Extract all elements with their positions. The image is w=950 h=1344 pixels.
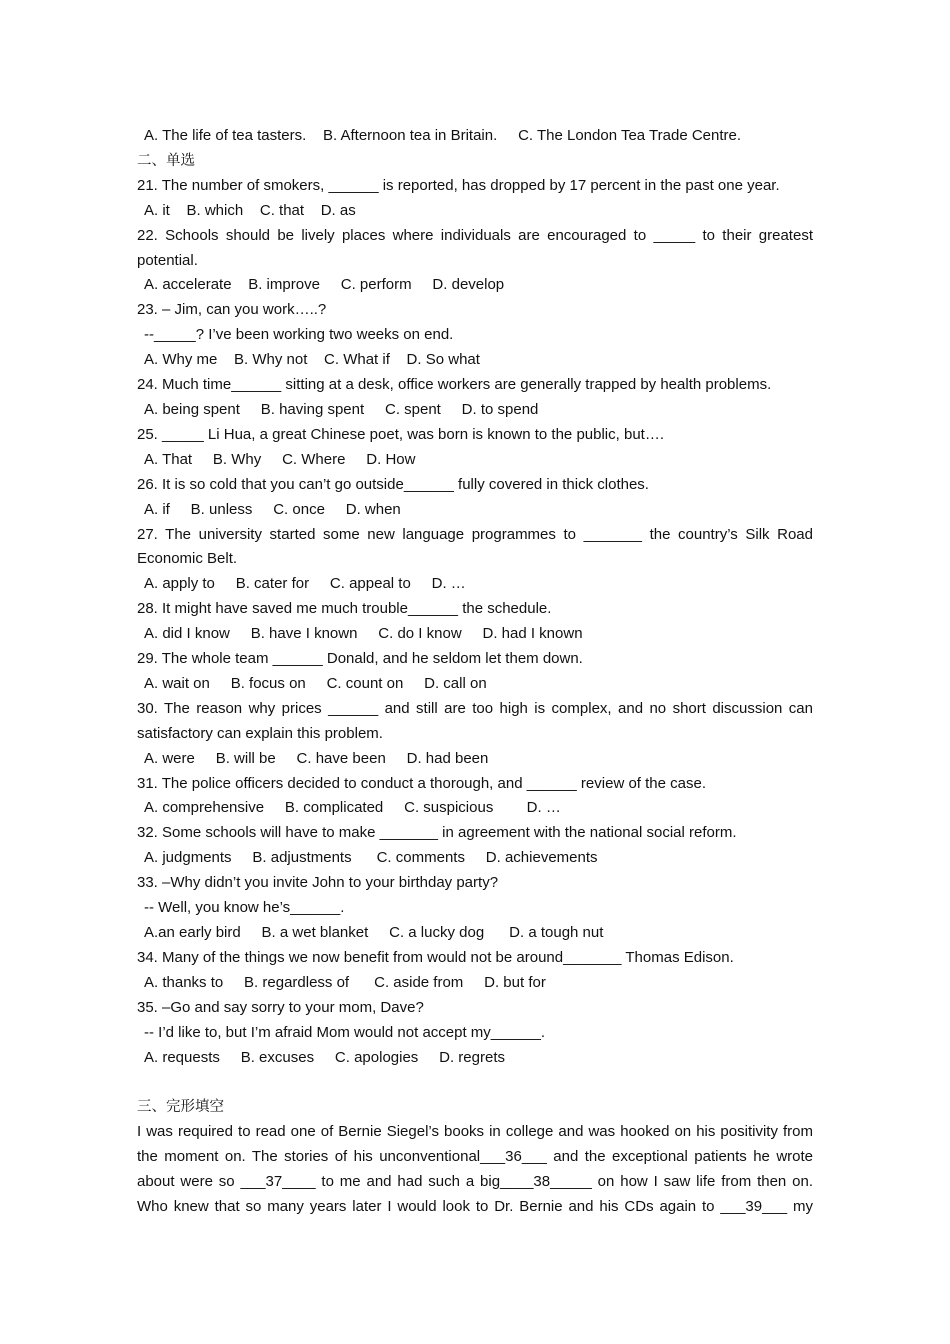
question-25-options: A. That B. Why C. Where D. How bbox=[144, 450, 416, 468]
question-31: 31. The police officers decided to conduct a thorough, and ______ review of the case. bbox=[137, 774, 706, 792]
question-35-reply: -- I’d like to, but I’m afraid Mom would not accept my______. bbox=[144, 1023, 546, 1041]
question-27-continued: Economic Belt. bbox=[137, 550, 238, 568]
question-32-options: A. judgments B. adjustments C. comments D. achievements bbox=[144, 849, 598, 867]
document-page bbox=[137, 124, 813, 1220]
question-30-options: A. were B. will be C. have been D. had been bbox=[144, 749, 489, 767]
question-34: 34. Many of the things we now benefit from would not be around_______ Thomas Edison. bbox=[137, 948, 734, 966]
question-23-options: A. Why me B. Why not C. What if D. So what bbox=[144, 351, 480, 369]
question-31-options: A. comprehensive B. complicated C. suspicious D. … bbox=[144, 799, 561, 817]
question-30-continued: satisfactory can explain this problem. bbox=[137, 724, 383, 742]
question-22-options: A. accelerate B. improve C. perform D. develop bbox=[144, 276, 505, 294]
question-21: 21. The number of smokers, ______ is reported, has dropped by 17 percent in the past one year. bbox=[137, 176, 780, 194]
question-35-options: A. requests B. excuses C. apologies D. regrets bbox=[144, 1048, 505, 1066]
question-35: 35. –Go and say sorry to your mom, Dave? bbox=[137, 998, 424, 1016]
cloze-paragraph-line-2: the moment on. The stories of his unconventional___36___ and the exceptional patients he wrote bbox=[137, 1148, 813, 1166]
question-29-options: A. wait on B. focus on C. count on D. call on bbox=[144, 674, 487, 692]
question-23-reply: --_____? I’ve been working two weeks on end. bbox=[144, 326, 454, 344]
cloze-paragraph-line-1: I was required to read one of Bernie Siegel’s books in college and was hooked on his positivity from bbox=[137, 1123, 813, 1141]
question-34-options: A. thanks to B. regardless of C. aside from D. but for bbox=[144, 973, 546, 991]
question-33: 33. –Why didn’t you invite John to your birthday party? bbox=[137, 874, 499, 892]
passage-question-options: A. The life of tea tasters. B. Afternoon tea in Britain. C. The London Tea Trade Centre. bbox=[144, 127, 742, 144]
question-24: 24. Much time______ sitting at a desk, office workers are generally trapped by health problems. bbox=[137, 376, 772, 394]
question-26: 26. It is so cold that you can’t go outside______ fully covered in thick clothes. bbox=[137, 475, 649, 493]
cloze-paragraph-line-4: Who knew that so many years later I would look to Dr. Bernie and his CDs again to ___39___ my bbox=[137, 1197, 813, 1215]
question-33-reply: -- Well, you know he’s______. bbox=[144, 899, 345, 917]
question-30: 30. The reason why prices ______ and still are too high is complex, and no short discussion can bbox=[137, 699, 813, 717]
question-33-options: A.an early bird B. a wet blanket C. a lucky dog D. a tough nut bbox=[144, 924, 604, 941]
section-heading-single-choice: 二、单选 bbox=[137, 152, 195, 169]
section-spacer bbox=[137, 1070, 813, 1095]
section-heading-cloze: 三、完形填空 bbox=[137, 1099, 224, 1116]
question-28-options: A. did I know B. have I known C. do I know D. had I known bbox=[144, 625, 583, 643]
cloze-paragraph-line-3: about were so ___37____ to me and had such a big____38_____ on how I saw life from then on. bbox=[137, 1173, 813, 1191]
question-26-options: A. if B. unless C. once D. when bbox=[144, 500, 401, 518]
question-32: 32. Some schools will have to make _______ in agreement with the national social reform. bbox=[137, 824, 737, 842]
question-29: 29. The whole team ______ Donald, and he seldom let them down. bbox=[137, 650, 583, 668]
question-22-continued: potential. bbox=[137, 251, 198, 269]
question-24-options: A. being spent B. having spent C. spent D. to spend bbox=[144, 400, 539, 418]
question-27: 27. The university started some new language programmes to _______ the country’s Silk Road bbox=[137, 525, 813, 543]
question-25: 25. _____ Li Hua, a great Chinese poet, was born is known to the public, but…. bbox=[137, 425, 664, 443]
question-27-options: A. apply to B. cater for C. appeal to D. … bbox=[144, 575, 466, 593]
question-21-options: A. it B. which C. that D. as bbox=[144, 201, 356, 219]
question-22: 22. Schools should be lively places where individuals are encouraged to _____ to their greatest bbox=[137, 226, 813, 244]
question-28: 28. It might have saved me much trouble______ the schedule. bbox=[137, 600, 552, 618]
question-23: 23. – Jim, can you work…..? bbox=[137, 301, 327, 319]
